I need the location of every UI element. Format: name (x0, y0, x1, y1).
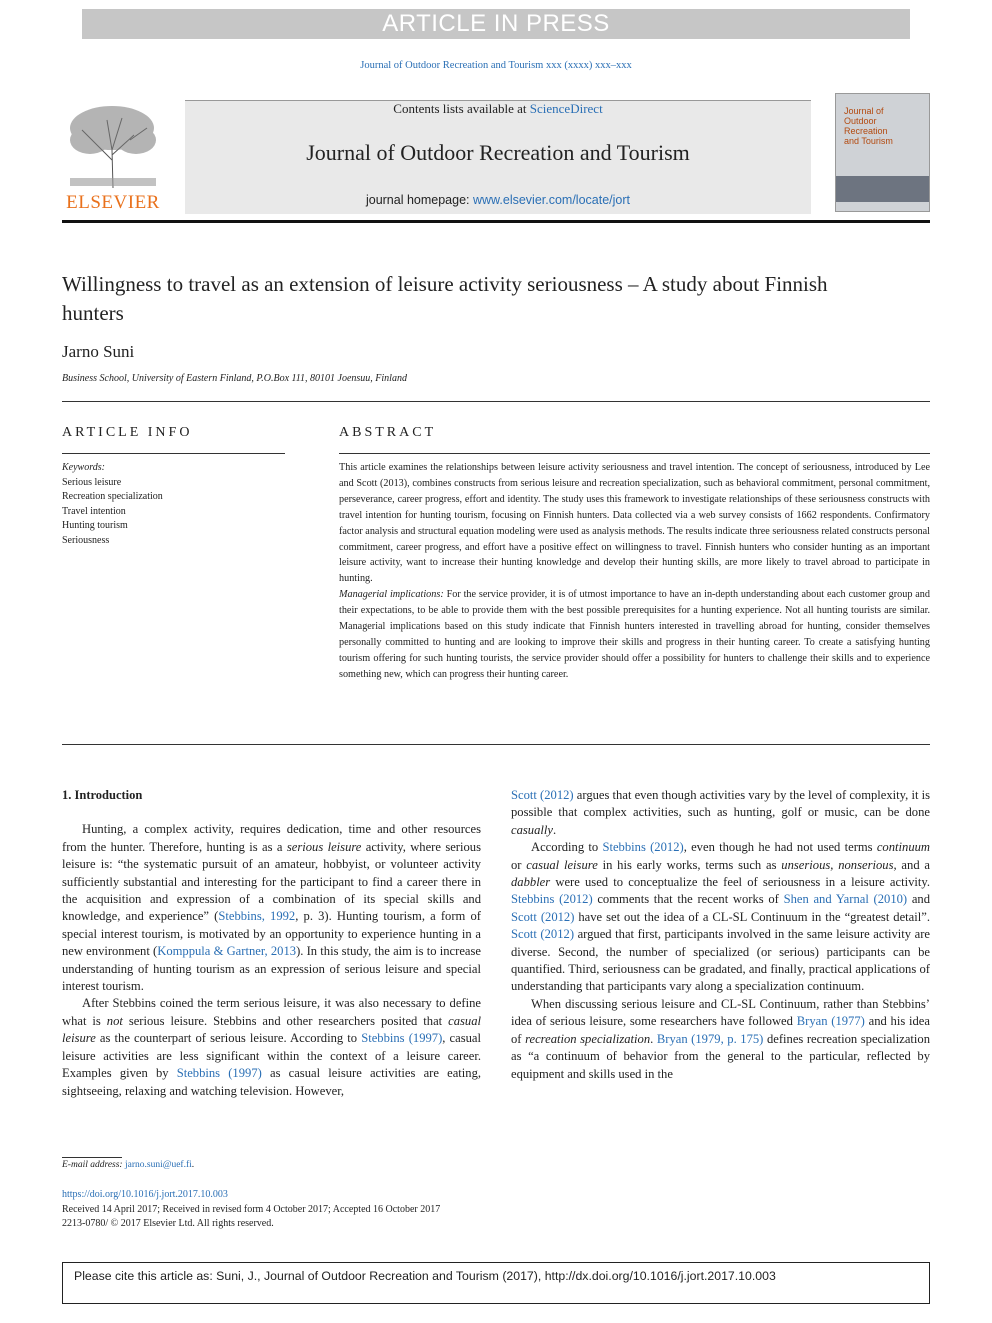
keyword: Hunting tourism (62, 520, 128, 531)
keyword: Seriousness (62, 534, 110, 546)
homepage-link[interactable]: www.elsevier.com/locate/jort (473, 193, 631, 207)
cover-title-line: and Tourism (844, 136, 893, 146)
citation-link[interactable]: Scott (2012) (511, 788, 574, 802)
section-heading: 1. Introduction (62, 788, 143, 802)
citation-link[interactable]: Stebbins (1997) (361, 1031, 443, 1046)
cover-title-line: Recreation (844, 126, 888, 136)
keywords-label: Keywords: (62, 462, 105, 473)
citation-link[interactable]: Scott (2012) (511, 927, 575, 942)
contents-line (185, 101, 811, 117)
citation-link[interactable]: Stebbins (2012) (602, 840, 684, 855)
managerial-label: Managerial implications: (339, 589, 444, 601)
divider (62, 453, 285, 454)
cover-image (836, 176, 929, 202)
copyright: 2213-0780/ © 2017 Elsevier Ltd. All rights reserved. (62, 1218, 274, 1229)
doi-link[interactable]: https://doi.org/10.1016/j.jort.2017.10.003 (62, 1189, 228, 1200)
author-name: Jarno Suni (62, 342, 135, 361)
journal-cover-thumbnail (835, 93, 930, 212)
article-title: Willingness to travel as an extension of leisure activity seriousness – A study about Finnish hunters (62, 272, 828, 325)
keywords-list (62, 461, 163, 548)
citation-link[interactable]: Shen and Yarnal (2010) (783, 892, 908, 907)
divider (339, 453, 930, 454)
cover-title (844, 106, 893, 146)
divider (62, 744, 930, 745)
journal-reference-link[interactable]: Journal of Outdoor Recreation and Tourism xxx (xxxx) xxx–xxx (360, 60, 632, 71)
abstract-heading: ABSTRACT (339, 425, 437, 440)
managerial-text: For the service provider, it is of utmost importance to have an in-depth understanding about each customer group and their expectations, to be able to provide them with the best possible prerequisites for a hunting experience. Not all hunting tourists are similar. Managerial implications based on this study indicate that Finnish hunters interested in travelling abroad for hunting, consider themselves personally committed to hunting and are looking to improve their skills and progress in their hunting career. To create a satisfying hunting tourism offering for such hunting tourists, the service provider should offer a possibility for hunters to challenge their skills and to experience something new, which can progress their hunting career. (339, 589, 930, 680)
citation-text: Please cite this article as: Suni, J., Journal of Outdoor Recreation and Tourism (2017), http://dx.doi.org/10.1016/j.jort.2017.10.003 (74, 1269, 776, 1283)
cover-title-line: Outdoor (844, 116, 877, 126)
body-paragraph: According to Stebbins (2012), even though he had not used terms continuum or casual leisure in his early works, terms such as unserious, nonserious, and a dabbler were used to conceptualize the feel of seriousness in a leisure activity. Stebbins (2012) comments that the recent works of Shen and Yarnal (2010) and Scott (2012) have set out the idea of a CL-SL Continuum in the “greatest detail”. Scott (2012) argued that first, participants involved in the same leisure activity are diverse. Second, the number of specialized (or serious) participants can be quantified. Third, seriousness can be gradated, and finally, practical applications of understanding that participants vary along a specialization continuum. (511, 840, 931, 994)
citation-link[interactable]: Komppula & Gartner, 2013 (157, 944, 297, 959)
abstract-paragraph: This article examines the relationships between leisure activity seriousness and travel intention. The concept of seriousness, introduced by Lee and Scott (2013), combines constructs from serious leisure and recreation specialization, such as behavioral commitment, personal commitment, perseverance, career progress, effort and identity. The study uses this framework to investigate relationships of these seriousness constructs with travel intention for hunting tourism, focusing on Finnish hunters. Data collected via a web survey consists of 1662 respondents. Confirmatory factor analysis and structural equation modeling were used as analysis methods. The results indicate three seriousness related constructs personal commitment, career progress, and effort have a positive effect on willingness to travel. Finnish hunters who consider hunting as an important leisure activity, want to increase their hunting knowledge and develop their hunting skills, are more likely to travel abroad to participate in hunting. (339, 462, 930, 585)
footnote-rule (62, 1157, 122, 1158)
sciencedirect-link[interactable]: ScienceDirect (529, 101, 603, 116)
body-paragraph: After Stebbins coined the term serious leisure, it was also necessary to define what is not serious leisure. Stebbins and other researchers posited that casual leisure as the counterpart of serious leisure. According to Stebbins (1997), casual leisure activities are less significant within the context of a leisure career. Examples given by Stebbins (1997) as casual leisure activities are eating, sightseeing, relaxing and watching television. However, (62, 996, 482, 1098)
elsevier-wordmark: ELSEVIER (66, 192, 160, 213)
author-affiliation: Business School, University of Eastern Finland, P.O.Box 111, 80101 Joensuu, Finland (62, 373, 407, 384)
contents-prefix: Contents lists available at (393, 101, 530, 116)
publication-info (62, 1188, 440, 1232)
header-rule (62, 220, 930, 223)
abstract-body (339, 460, 930, 683)
received-dates: Received 14 April 2017; Received in revised form 4 October 2017; Accepted 16 October 2017 (62, 1203, 441, 1215)
body-paragraph: Hunting, a complex activity, requires dedication, time and other resources from the hunter. Therefore, hunting is as a serious leisure activity, where serious leisure is: “the systematic pursuit of an amateur, hobbyist, or volunteer activity sufficiently substantial and interesting for the participant to find a career there in the acquisition and expression of a combination of its special skills and knowledge, and experience” (Stebbins, 1992, p. 3). Hunting tourism, a form of special interest tourism, is motivated by an opportunity to experience hunting in a new environment (Komppula & Gartner, 2013). In this study, the aim is to increase understanding of hunting tourism as an expression of serious leisure and special interest tourism. (62, 822, 481, 994)
journal-title: Journal of Outdoor Recreation and Tourism (306, 140, 690, 165)
citation-link[interactable]: Stebbins (1997) (176, 1066, 262, 1081)
keyword: Travel intention (62, 505, 126, 517)
divider (62, 401, 930, 402)
body-column-right (511, 787, 930, 1083)
body-paragraph: When discussing serious leisure and CL-SL Continuum, rather than Stebbins’ idea of serious leisure, some researchers have followed Bryan (1977) and his idea of recreation specialization. Bryan (1979, p. 175) defines recreation specialization as “a continuum of behavior from the general to the particular, reflected by equipment and skills used in the (511, 996, 931, 1081)
managerial-implications (339, 587, 930, 682)
citation-link[interactable]: Bryan (1979, p. 175) (656, 1031, 764, 1046)
body-column-left (62, 787, 481, 1100)
citation-link[interactable]: Stebbins (2012) (511, 892, 593, 907)
journal-homepage (185, 193, 811, 207)
article-in-press-banner: ARTICLE IN PRESS (82, 9, 910, 39)
keyword: Serious leisure (62, 476, 122, 488)
citation-link[interactable]: Scott (2012) (511, 909, 575, 924)
keyword: Recreation specialization (62, 491, 163, 502)
citation-link[interactable]: Stebbins, 1992 (218, 909, 296, 924)
email-label: E-mail address: (62, 1160, 123, 1170)
citation-link[interactable]: Bryan (1977) (796, 1014, 865, 1029)
footnote-email: E-mail address: jarno.suni@uef.fi. (62, 1160, 195, 1170)
body-paragraph-continued: Scott (2012) argues that even though activities vary by the level of complexity, it is possible that complex activities, such as hunting, golf or music, can be done casually. (511, 788, 931, 837)
email-link[interactable]: jarno.suni@uef.fi (124, 1160, 192, 1170)
homepage-prefix: journal homepage: (365, 193, 473, 207)
cover-title-line: Journal of (844, 106, 884, 116)
article-info-heading: ARTICLE INFO (62, 425, 193, 440)
